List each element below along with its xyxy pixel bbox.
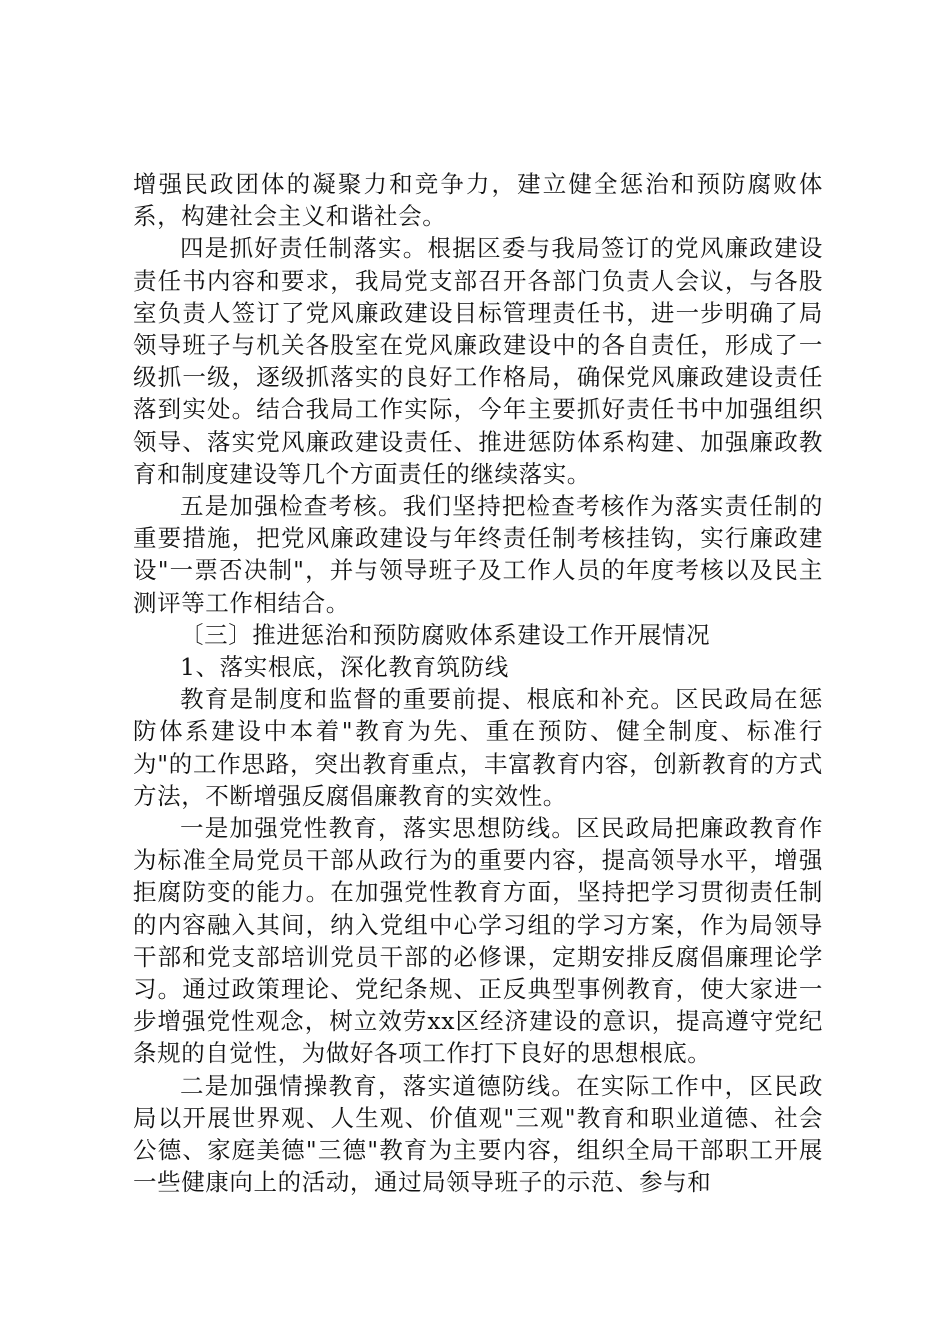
paragraph-education: 教育是制度和监督的重要前提、根底和补充。区民政局在惩防体系建设中本着"教育为先、重在预防、健全制度、标准行为"的工作思路，突出教育重点，丰富教育内容，创新教育的方式方法，不断增强反腐倡廉教育的实效性。: [133, 685, 823, 810]
paragraph-continuation: 增强民政团体的凝聚力和竞争力，建立健全惩治和预防腐败体系，构建社会主义和谐社会。: [133, 170, 823, 231]
section-heading: 〔三〕推进惩治和预防腐败体系建设工作开展情况: [180, 620, 711, 649]
document-body: [133, 168, 823, 1199]
paragraph-moral-education: 二是加强情操教育，落实道德防线。在实际工作中，区民政局以开展世界观、人生观、价值观"三观"教育和职业道德、社会公德、家庭美德"三德"教育为主要内容，组织全局干部职工开展一些健康向上的活动，通过局领导班子的示范、参与和: [133, 1071, 823, 1197]
paragraph-responsibility: 四是抓好责任制落实。根据区委与我局签订的党风廉政建设责任书内容和要求，我局党支部召开各部门负责人会议，与各股室负责人签订了党风廉政建设目标管理责任书，进一步明确了局领导班子与机关各股室在党风廉政建设中的各自责任，形成了一级抓一级，逐级抓落实的良好工作格局，确保党风廉政建设责任落到实处。结合我局工作实际，今年主要抓好责任书中加强组织领导、落实党风廉政建设责任、推进惩防体系构建、加强廉政教育和制度建设等几个方面责任的继续落实。: [133, 234, 823, 488]
paragraph-party-education: 一是加强党性教育，落实思想防线。区民政局把廉政教育作为标准全局党员干部从政行为的重要内容，提高领导水平，增强拒腐防变的能力。在加强党性教育方面，坚持把学习贯彻责任制的内容融入其间，纳入党组中心学习组的学习方案，作为局领导干部和党支部培训党员干部的必修课，定期安排反腐倡廉理论学习。通过政策理论、党纪条规、正反典型事例教育，使大家进一步增强党性观念，树立效劳xx区经济建设的意识，提高遵守党纪条规的自觉性，为做好各项工作打下良好的思想根底。: [133, 814, 823, 1068]
paragraph-inspection: 五是加强检查考核。我们坚持把检查考核作为落实责任制的重要措施，把党风廉政建设与年终责任制考核挂钩，实行廉政建设"一票否决制"，并与领导班子及工作人员的年度考核以及民主测评等工作相结合。: [133, 492, 823, 617]
subsection-heading: 1、落实根底，深化教育筑防线: [180, 653, 509, 682]
